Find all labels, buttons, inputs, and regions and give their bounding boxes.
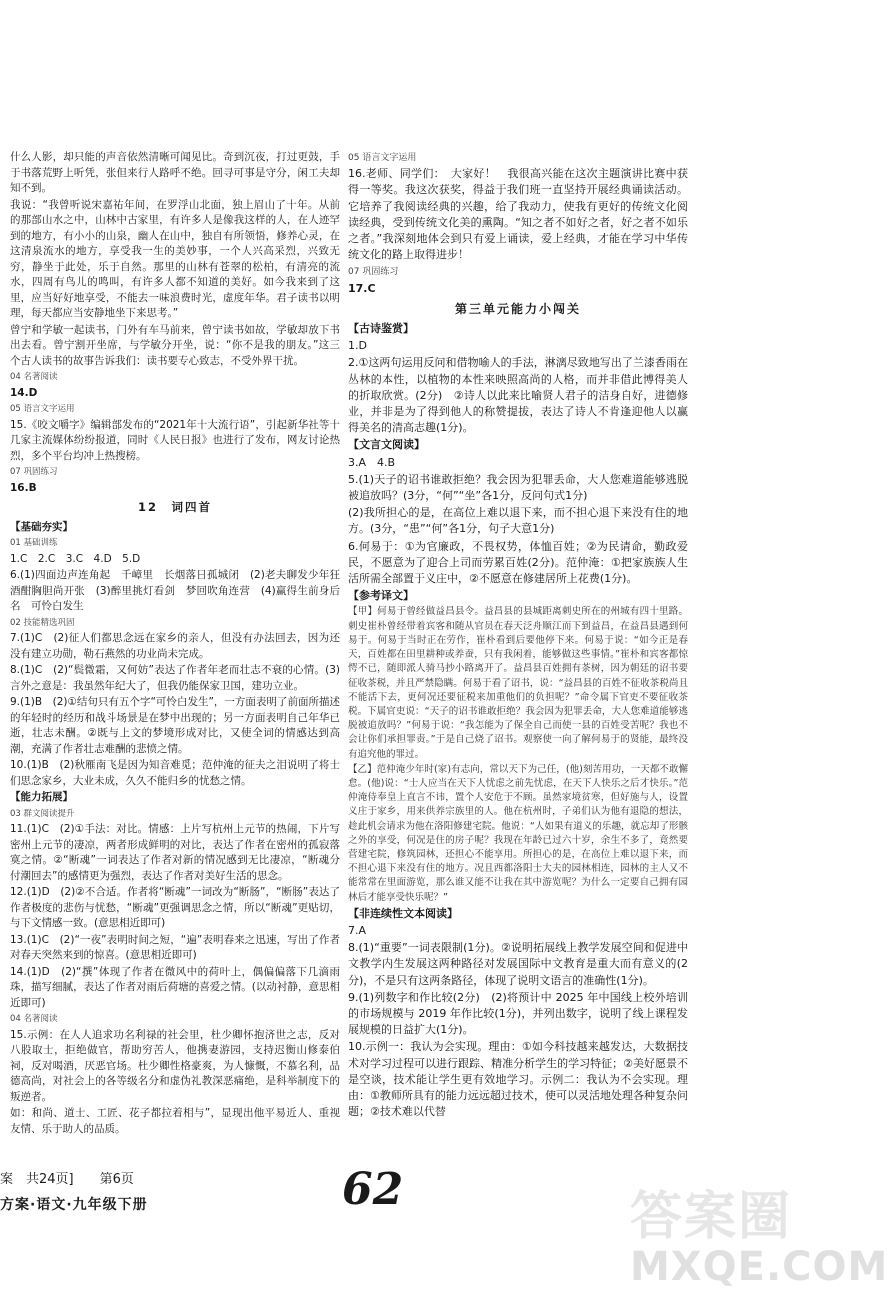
section-tag: 【参考译文】 [348,589,414,603]
answer-text: 16.B [10,481,37,494]
left-column [10,150,351,1138]
answer-text: 7.(1)C (2)征人们都思念远在家乡的亲人，但没有办法回去，因为还没有建立功勋，勒石燕然的功业尚未完成。 [10,632,340,660]
section-title: 第三单元能力小闯关 [454,301,581,316]
answer-text: 5.(1)天子的诏书谁敢拒绝？我会因为犯罪丢命，大人您难道能够逃脱被追放吗？(3分，“何”“坐”各1分，反问句式1分) [348,472,688,503]
answer-text: 13.(1)C (2)“一夜”表明时间之短，“遍”表明春来之迅速，写出了作者对春天突然来到的惊喜。(意思相近即可) [10,933,340,961]
answer-text: 10.示例一：我认为会实现。理由：①如今科技越来越发达，大数据技术对学习过程可以进行跟踪、精准分析学生的学习特征；②美好愿景不是空谈，技术能让学生更有效地学习。示例二：我认为不会实现。理由：①教师所具有的能力远远超过技术，使可以灵活地处理各种复杂问题；②技术难以代替 [348,1040,688,1119]
subsection-label: 05 语言文字运用 [348,153,417,163]
answer-text: 15.《咬文嚼字》编辑部发布的“2021年十大流行语”，引起新华社等十几家主流媒体纷纷报道，同时《人民日报》也进行了发布，网友讨论热烈，多个平台均冲上热搜榜。 [10,418,340,462]
answer-text: 8.(1)“重要”一词表限制(1分)。②说明拓展线上教学发展空间和促进中文教学内生发展这两种路径对发展国际中文教育是重大而有意义的(2分)，不是只有这两条路径，体现了说明文语言的准确性(1分)。 [348,941,688,987]
answer-text: 12.(1)D (2)②不合适。作者将“断魂”一词改为“断肠”，“断肠”表达了作者极度的悲伤与忧愁，“断魂”更强调思念之情，所以“断魂”更贴切，与下文情感一致。(意思相近即可) [10,886,340,929]
answer-text: 16.老师、同学们： 大家好！ 我很高兴能在这次主题演讲比赛中获得一等奖。我这次获奖，得益于我们班一直坚持开展经典诵读活动。它培养了我阅读经典的兴趣，给了我动力，使我有更好的传统文化阅读经典，受到传统文化美的熏陶。“知之者不如好之者，好之者不如乐之者。”我深刻地体会到只有爱上诵读，爱上经典，才能在学习中华传统文化的路上取得进步！ [348,167,688,262]
section-tag: 【能力拓展】 [10,791,73,803]
subsection-label: 02 技能精选巩固 [10,617,75,628]
subsection-label: 07 巩固练习 [348,267,399,278]
answer-text: 17.C [348,281,376,295]
section-tag: 【基础夯实】 [10,520,73,533]
answer-text: 7.A [348,923,367,937]
section-tag: 【古诗鉴赏】 [348,322,414,336]
answer-text: 1.D [348,339,367,353]
subsection-label: 03 群文阅读提升 [10,808,75,819]
answer-text: (2)我所担心的是，在高位上难以退下来，而不担心退下来没有住的地方。(3分，“患”“何”各1分，句子大意1分) [348,506,688,536]
section-title: 12 词四首 [137,500,212,514]
answer-text: 9.(1)B (2)①结句只有五个字“可怜白发生”，一方面表明了前面所描述的年轻时的经历和战斗场景是在梦中出现的；另一方面表明自己年华已逝，壮志未酬。②既与上文的梦境形成对比，又使全词的情感达到高潮，充满了作者壮志难酬的悲愤之情。 [10,696,340,755]
watermark-logo [590,1174,888,1304]
footer-page-info: 案 共24页] 第6页 [0,1172,134,1187]
answer-text: 1.C 2.C 3.C 4.D 5.D [10,552,141,565]
answer-text: 我说：“我曾听说宋嘉祐年间，在罗浮山北面，独上眉山了十年。从前的那部山水之中，山林中古家里，有许多人是像我这样的人，在人迹罕到的地方，有小小的山泉，幽人在山中，独自有所领悟，修养心灵，在这清泉流水的地方，享受我一生的美妙事，一个人兴高采烈，兴致无穷，静坐于此处，乐于自然。那里的山林有苍翠的松柏，有清亮的流水，四周有鸟儿的鸣叫，有许多人都不知道的美好。如今我来到了这里，应当好好地享受，不能去一味浪费时光，虚度年华。君子读书以明理，每天都应当安静地坐下来思考。” [10,198,340,319]
answer-text: 2.①这两句运用反问和借物喻人的手法，淋漓尽致地写出了兰漆香雨在丛林的本性，以植物的本性来映照高尚的人格，而并非借此博得美人的折取欣赏。(2分) ②诗人以此来比喻贤人君子的洁身自好，进德修业，并非是为了得到他人的称赞提拔，表达了诗人不肯逢迎他人以赢得美名的清高志趣(1分)。 [348,356,688,435]
answer-text: 8.(1)C (2)“鬓微霜，又何妨”表达了作者年老而壮志不衰的心情。(3)言外之意是：我虽然年纪大了，但我仍能保家卫国，建功立业。 [10,664,340,692]
answer-text: 【乙】范仲淹少年时(家)有志向，常以天下为己任，(他)刻苦用功，一天都不敢懈怠。(他)说：“士人应当在天下人忧虑之前先忧虑，在天下人快乐之后才快乐。”范仲淹侍奉皇上直言不讳，置个人安危于不顾。虽然家境贫寒，但好施与人，设置义庄于家乡，用来供养宗族里的人。他在杭州时，子弟们认为他有退隐的想法，趁此机会请求为他在洛阳修建宅院。他说：“人如果有道义的乐趣，就忘却了形骸之外的享受，何况是住的房子呢？我现在年龄已过六十岁，余生不多了，竟然要营建宅院，修筑园林，还担心不能享用。所担心的是，在高位上难以退下来，而不担心退下来没有住的地方。况且西都洛阳士大夫的园林相连，园林的主人又不能常常在里面游览，那么谁又能不让我在其中游览呢？为什么一定要自己拥有园林后才能享受快乐呢？” [348,763,688,903]
answer-text: 什么人影，却只能的声音依然清晰可闻见比。奇到沉夜，打过更鼓，手于书落荒野上听凭，张但来行人路呼不绝。回寻可事是守分，闲工夫却知不到。 [10,151,340,194]
subsection-label: 01 基础训练 [10,538,58,548]
right-column [348,150,688,1121]
answer-text: 10.(1)B (2)秋雁南飞是因为知音难觅；范仲淹的征夫之泪说明了将士们思念家乡，大业未成，久久不能归乡的忧愁之情。 [10,759,340,787]
answer-text: 3.A 4.B [348,455,396,469]
answer-text: 11.(1)C (2)①手法：对比。情感：上片写杭州上元节的热闹，下片写密州上元节的凄凉，两者形成鲜明的对比，表达了作者在密州的孤寂落寞之情。②“断魂”一词表达了作者对新的情况感到无比凄凉，“断魂分付潮回去”的感情更为强烈，表达了作者对美好生活的思念。 [10,823,340,882]
subsection-label: 04 名著阅读 [10,1014,58,1024]
answer-text: 6.何易于：①为官廉政，不畏权势，体恤百姓；②为民请命，勤政爱民，不愿意为了迎合上司而劳累百姓(2分)。范仲淹：①把家族族人生活所需全部置于义庄中，②不愿意在修建居所上花费(1分)。 [348,539,688,586]
subsection-label: 05 语言文字运用 [10,404,75,414]
subsection-label: 04 名著阅读 [10,372,58,382]
footer-book-title: 方案·语文·九年级下册 [0,1197,148,1213]
answer-text: 6.(1)四面边声连角起 千嶂里 长烟落日孤城闭 (2)老夫聊发少年狂 酒酣胸胆尚开张 (3)醉里挑灯看剑 梦回吹角连营 (4)赢得生前身后名 可怜白发生 [10,569,351,612]
watermark-url: MXQE.COM [630,1244,888,1290]
answer-text: 14.(1)D (2)“撰”体现了作者在微风中的荷叶上，偶偏偏落下几滴雨珠，描写细腻，表达了作者对雨后荷塘的喜爱之情。(以动衬静，意思相近即可) [10,965,340,1009]
answer-text: 14.D [10,386,38,399]
watermark-text: 答案圈 [630,1187,793,1247]
answer-text: 曾宁和学敏一起读书，门外有车马前来，曾宁读书如故，学敏却放下书出去看。曾宁割开坐席，与学敏分开坐，说：“你不是我的朋友。”这三个古人读书的故事告诉我们：读书要专心致志，不受外界干扰。 [10,323,340,367]
page-footer [0,1164,888,1304]
subsection-label: 07 巩固练习 [10,467,58,477]
section-tag: 【非连续性文本阅读】 [348,906,458,920]
page-number: 62 [342,1164,404,1215]
section-tag: 【文言文阅读】 [348,438,425,452]
answer-text: 15.示例：在人人追求功名利禄的社会里，杜少卿怀抱济世之志，反对八股取士，拒绝做官，帮助穷苦人，他携妻游园，支持迟衡山修泰伯祠，反对喝酒，厌恶官场。杜少卿性格豪爽，为人慷慨，不慕名利，品德高尚，对社会上的各等级名分和虚伪礼教深恶痛绝，是科举制度下的叛逆者。 [10,1028,340,1103]
answer-text: 如：和尚、道士、工匠、花子都拉着相与”，显现出他平易近人、重视友情、乐于助人的品质。 [10,1107,340,1135]
answer-text: 9.(1)列数字和作比较(2分) (2)将预计中 2025 年中国线上校外培训的市场规模与 2019 年作比较(1分)，并列出数字，说明了线上课程发展规模的日益扩大(1分)。 [348,990,688,1037]
answer-text: 【甲】何易于曾经做益昌县令。益昌县的县城距离刺史所在的州城有四十里路。刺史崔朴曾经带着宾客和随从官员在春天泛舟顺江而下到益昌，在益昌县遇到何易于。何易于当时正在劳作，崔朴看到后要他停下来。何易于说：“如今正是春天，百姓都在田里耕种或养蚕，只有我闲着，能够做这些事情。”崔朴和宾客都惊愕不已，随即派人骑马抄小路离开了。益昌县百姓拥有茶树，因为朝廷的诏书要征收茶税，并且严禁隐瞒。何易于看了诏书，说：“益昌县的百姓不征收茶税尚且不能活下去，更何况还要征税来加重他们的负担呢？”命令属下官吏不要征收茶税。下属官吏说：“天子的诏书谁敢拒绝？我会因为犯罪丢命，大人您难道能够逃脱被追放吗？”何易于说：“我怎能为了保全自己而使一县的百姓受苦呢？我也不会让你们承担罪责。”于是自己烧了诏书。观察使一向了解何易于的贤能，最终没有追究他的罪过。 [348,606,688,760]
